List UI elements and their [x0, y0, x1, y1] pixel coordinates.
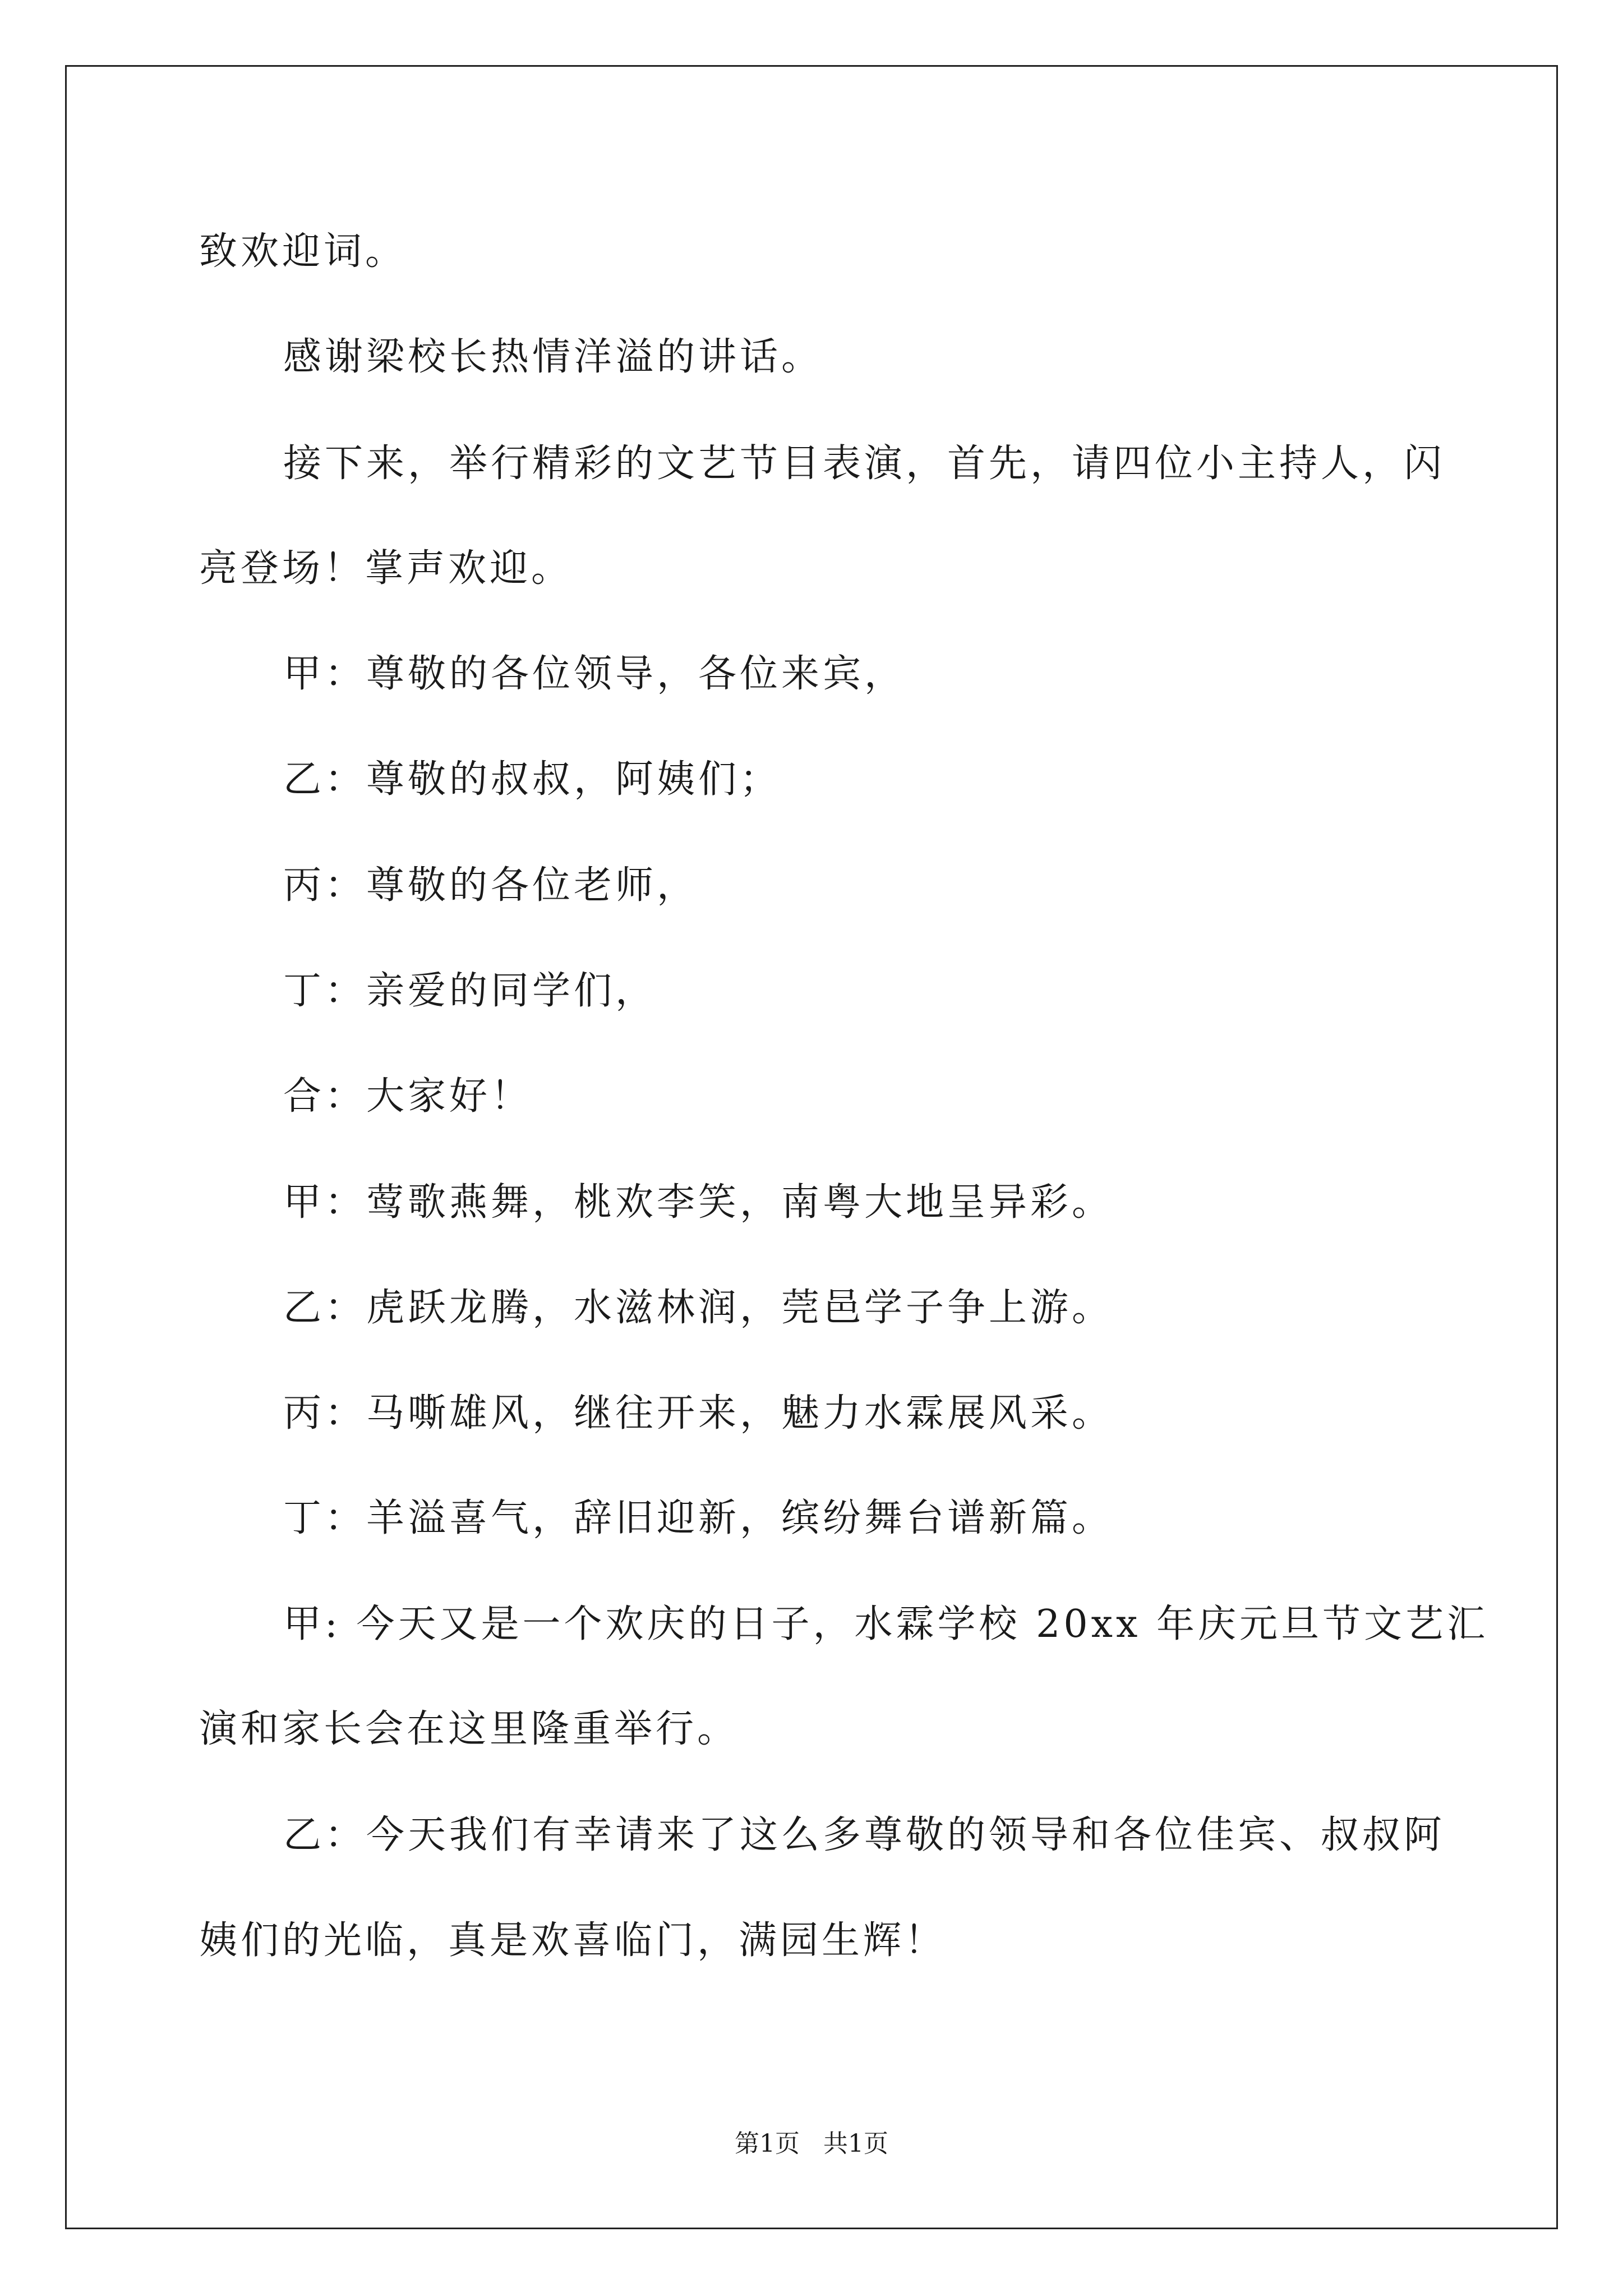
text-line: 致欢迎词。 — [199, 229, 407, 274]
text-line: 感谢梁校长热情洋溢的讲话。 — [283, 335, 823, 379]
text-line: 合：大家好！ — [283, 1074, 533, 1119]
text-line: 丙：马嘶雄风，继往开来，魅力水霖展风采。 — [283, 1391, 1114, 1435]
page-border — [65, 65, 1558, 2229]
text-line: 乙：虎跃龙腾，水滋林润，莞邑学子争上游。 — [283, 1286, 1114, 1330]
text-line: 甲: 今天又是一个欢庆的日子，水霖学校 20xx 年庆元旦节文艺汇 — [283, 1602, 1488, 1646]
text-line: 丁：亲爱的同学们， — [283, 969, 657, 1013]
text-line: 丙：尊敬的各位老师， — [283, 863, 699, 908]
text-line: 姨们的光临，真是欢喜临门，满园生辉！ — [199, 1918, 947, 1963]
text-line: 乙：尊敬的叔叔，阿姨们； — [283, 757, 782, 802]
text-line: 接下来，举行精彩的文艺节目表演，首先，请四位小主持人，闪 — [283, 441, 1446, 486]
text-line: 乙：今天我们有幸请来了这么多尊敬的领导和各位佳宾、叔叔阿 — [283, 1813, 1446, 1857]
text-line: 甲：尊敬的各位领导，各位来宾， — [283, 652, 906, 696]
text-line: 亮登场！掌声欢迎。 — [199, 546, 573, 591]
text-line: 甲：莺歌燕舞，桃欢李笑，南粤大地呈异彩。 — [283, 1180, 1114, 1225]
text-line: 丁：羊溢喜气，辞旧迎新，缤纷舞台谱新篇。 — [283, 1496, 1114, 1540]
text-line: 演和家长会在这里隆重举行。 — [199, 1707, 739, 1751]
page-number-footer: 第1页 共1页 — [735, 2129, 888, 2158]
